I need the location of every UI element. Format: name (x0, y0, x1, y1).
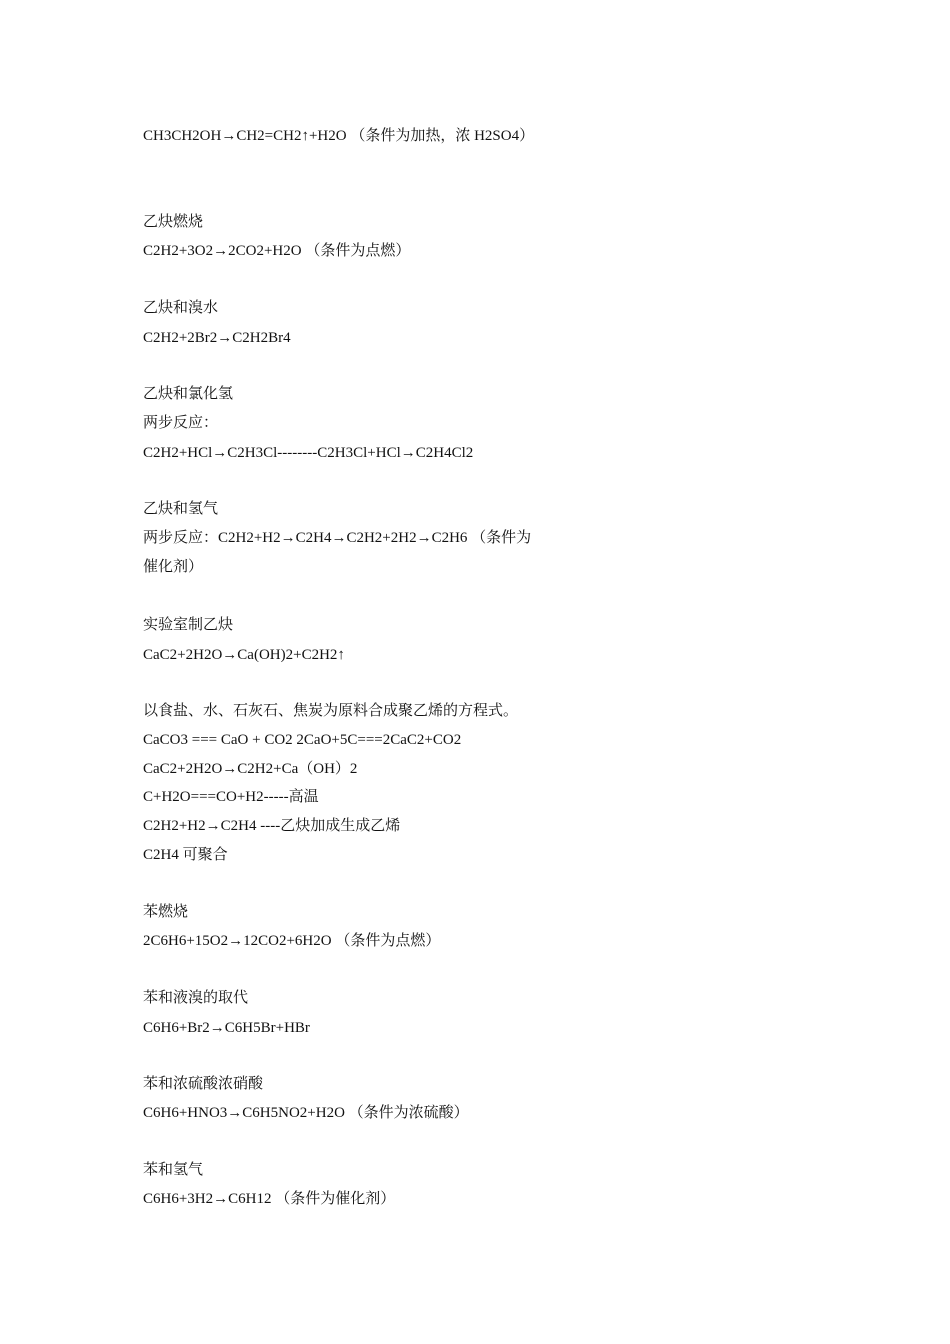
equation-acetylene-hydrogen-cont: 催化剂） (143, 559, 204, 575)
text-two-step-reaction: 两步反应： (143, 415, 219, 431)
text-ethylene-polymerize: C2H4 可聚合 (143, 847, 228, 863)
heading-benzene-hydrogenation: 苯和氢气 (143, 1162, 204, 1178)
heading-benzene-combustion: 苯燃烧 (143, 904, 189, 920)
equation-acetylene-addition: C2H2+H2→C2H4 ----乙炔加成生成乙烯 (143, 818, 401, 834)
heading-acetylene-hydrogen: 乙炔和氢气 (143, 501, 219, 517)
equation-acetylene-hcl: C2H2+HCl→C2H3Cl--------C2H3Cl+HCl→C2H4Cl2 (143, 445, 474, 461)
heading-polyethylene-synthesis: 以食盐、水、石灰石、焦炭为原料合成聚乙烯的方程式。 (143, 703, 519, 719)
heading-acetylene-combustion: 乙炔燃烧 (143, 214, 204, 230)
heading-acetylene-bromine-water: 乙炔和溴水 (143, 300, 219, 316)
equation-acetylene-hydrogen: 两步反应：C2H2+H2→C2H4→C2H2+2H2→C2H6 （条件为 (143, 530, 532, 546)
equation-acetylene-combustion: C2H2+3O2→2CO2+H2O （条件为点燃） (143, 243, 411, 259)
equation-limestone-decomposition: CaCO3 === CaO + CO2 2CaO+5C===2CaC2+CO2 (143, 732, 462, 748)
heading-benzene-nitration: 苯和浓硫酸浓硝酸 (143, 1076, 264, 1092)
equation-acetylene-bromine: C2H2+2Br2→C2H2Br4 (143, 330, 291, 346)
equation-benzene-combustion: 2C6H6+15O2→12CO2+6H2O （条件为点燃） (143, 933, 441, 949)
heading-acetylene-hydrogen-chloride: 乙炔和氯化氢 (143, 386, 234, 402)
heading-benzene-bromination: 苯和液溴的取代 (143, 990, 249, 1006)
heading-lab-acetylene: 实验室制乙炔 (143, 617, 234, 633)
equation-benzene-bromination: C6H6+Br2→C6H5Br+HBr (143, 1020, 310, 1036)
equation-ethanol-dehydration: CH3CH2OH→CH2=CH2↑+H2O （条件为加热，浓 H2SO4） (143, 128, 535, 144)
equation-benzene-hydrogenation: C6H6+3H2→C6H12 （条件为催化剂） (143, 1191, 396, 1207)
equation-water-gas: C+H2O===CO+H2-----高温 (143, 789, 319, 805)
equation-calcium-carbide-water: CaC2+2H2O→Ca(OH)2+C2H2↑ (143, 647, 345, 663)
equation-carbide-hydrolysis: CaC2+2H2O→C2H2+Ca（OH）2 (143, 761, 358, 777)
equation-benzene-nitration: C6H6+HNO3→C6H5NO2+H2O （条件为浓硫酸） (143, 1105, 469, 1121)
